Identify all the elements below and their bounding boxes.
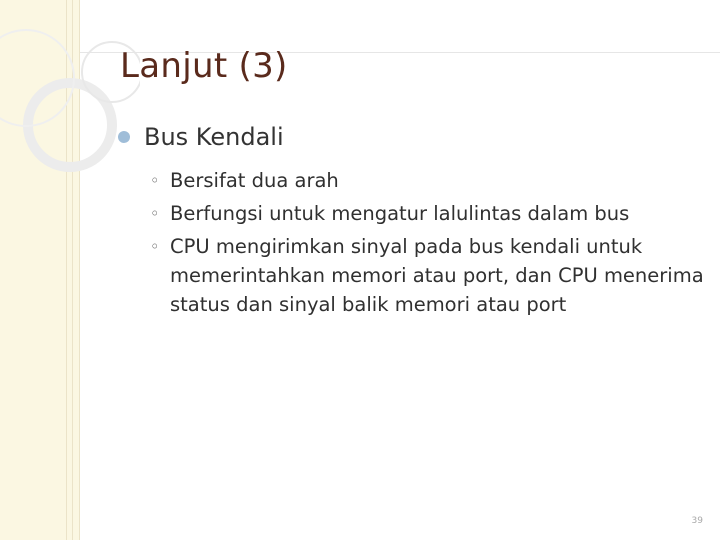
slide-title: Lanjut (3) (120, 46, 288, 86)
sub-bullet-item (150, 199, 710, 228)
page-number: 39 (691, 516, 703, 526)
decorative-ring (0, 30, 74, 126)
sub-bullet-item (150, 232, 710, 319)
sub-bullet-text: Berfungsi untuk mengatur lalulintas dalam bus (170, 202, 630, 225)
decorative-rings (0, 0, 140, 220)
hollow-circle-bullet-icon: ◦ (150, 204, 160, 223)
hollow-circle-bullet-icon: ◦ (150, 237, 160, 256)
hollow-circle-bullet-icon: ◦ (150, 171, 160, 190)
sub-bullet-text: CPU mengirimkan sinyal pada bus kendali untuk memerintahkan memori atau port, dan CPU menerima status dan sinyal balik memori atau port (170, 235, 704, 316)
bullet-dot-icon (118, 131, 130, 143)
bullet-text: Bus Kendali (144, 123, 284, 151)
sub-bullet-text: Bersifat dua arah (170, 169, 339, 192)
sub-bullet-list (150, 166, 710, 323)
sub-bullet-item (150, 166, 710, 195)
